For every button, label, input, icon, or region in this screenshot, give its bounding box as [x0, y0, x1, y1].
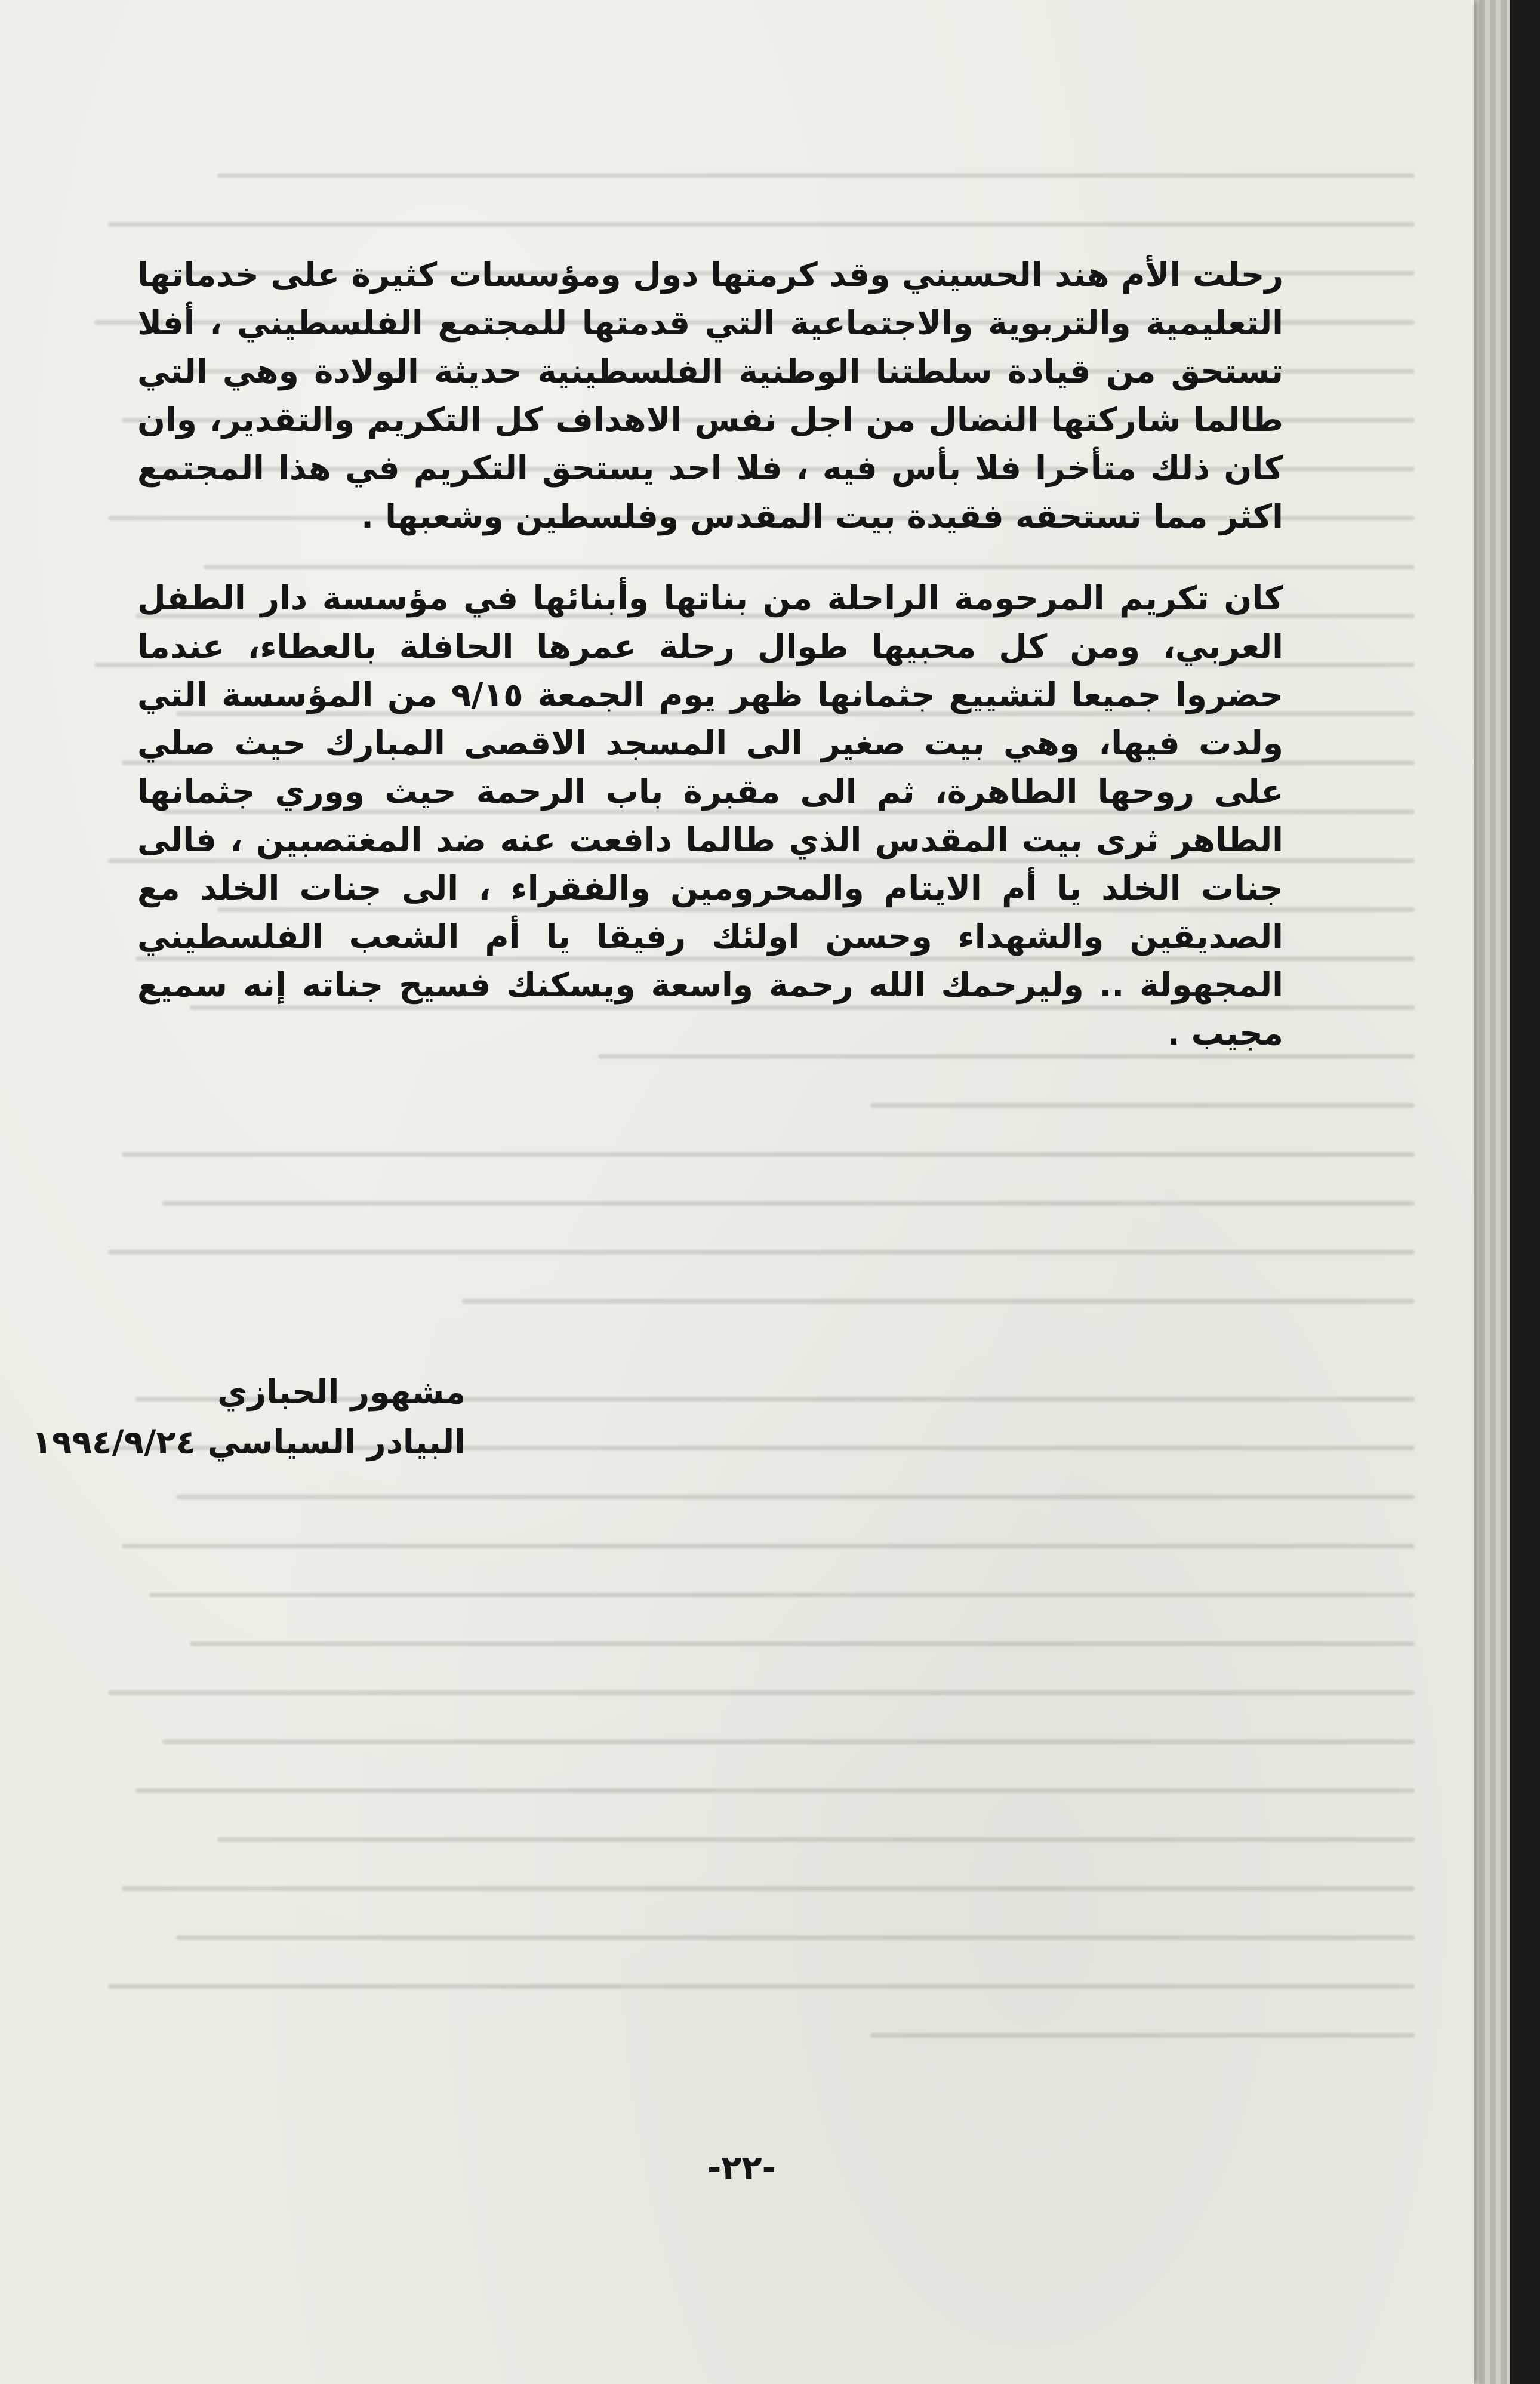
page-edge [1501, 0, 1507, 2384]
article-body [137, 251, 1283, 1058]
signature-block [32, 1367, 466, 1467]
page-edge [1479, 0, 1485, 2384]
author-name: مشهور الحبازي [217, 1373, 466, 1411]
page-edge [1490, 0, 1496, 2384]
publication-date: البيادر السياسي ١٩٩٤/٩/٢٤ [32, 1423, 466, 1461]
paragraph: رحلت الأم هند الحسيني وقد كرمتها دول ومؤسسات كثيرة على خدماتها التعليمية والتربوية والاجتماعية التي قدمتها للمجتمع الفلسطيني ، أفلا تستحق من قيادة سلطتنا الوطنية الفلسطينية حديثة الولادة وهي التي طالما شاركتها النضال من اجل نفس الاهداف كل التكريم والتقدير، وان كان ذلك متأخرا فلا بأس فيه ، فلا احد يستحق التكريم في هذا المجتمع اكثر مما تستحقه فقيدة بيت المقدس وفلسطين وشعبها . [137, 255, 1283, 535]
page-number: -٢٢- [707, 2149, 776, 2188]
paragraph: كان تكريم المرحومة الراحلة من بناتها وأبنائها في مؤسسة دار الطفل العربي، ومن كل محبيها طوال رحلة عمرها الحافلة بالعطاء، عندما حضروا جميعا لتشييع جثمانها ظهر يوم الجمعة ٩/١٥ من المؤسسة التي ولدت فيها، وهي بيت صغير الى المسجد الاقصى المبارك حيث صلي على روحها الطاهرة، ثم الى مقبرة باب الرحمة حيث ووري جثمانها الطاهر ثرى بيت المقدس الذي طالما دافعت عنه ضد المغتصبين ، فالى جنات الخلد يا أم الايتام والمحرومين والفقراء ، الى جنات الخلد مع الصديقين والشهداء وحسن اولئك رفيقا يا أم الشعب الفلسطيني المجهولة .. وليرحمك الله رحمة واسعة ويسكنك فسيح جناته إنه سميع مجيب . [137, 579, 1283, 1052]
